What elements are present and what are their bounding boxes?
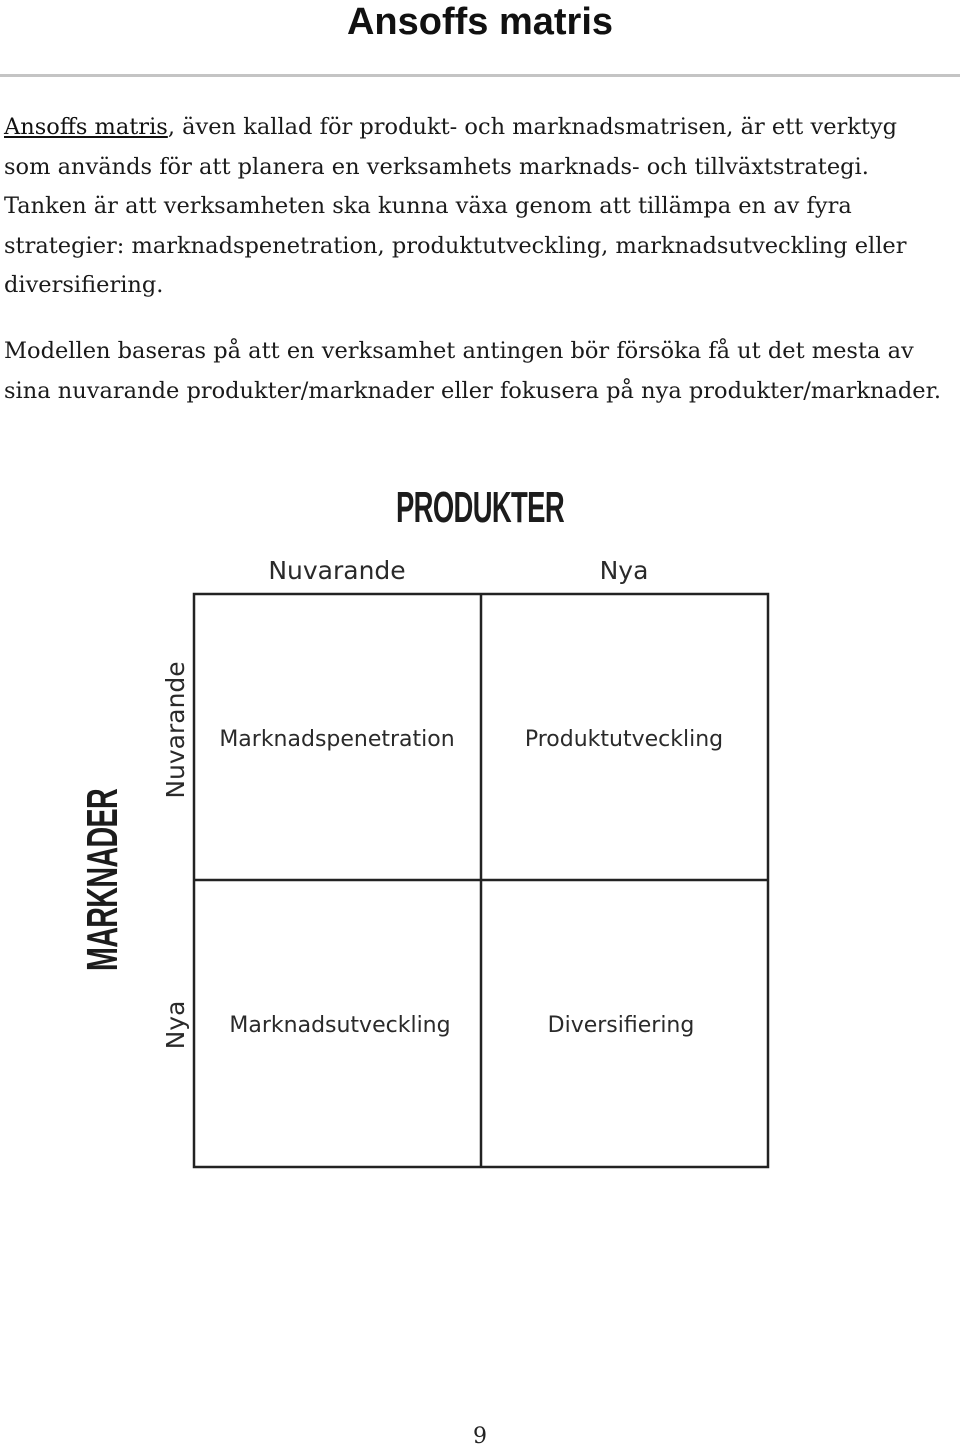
intro-paragraph-text: , även kallad för produkt- och marknadsmatrisen, är ett verktyg som används för att planera en verksamhets marknads- och tillväxtstrategi. Tanken är att verksamheten ska kunna växa genom att tillämpa en av fyra strategier: marknadspenetration, produktutveckling, marknadsutveckling eller diversifiering.	[4, 114, 907, 298]
cell-market-penetration: Marknadspenetration	[219, 727, 455, 752]
cell-product-development: Produktutveckling	[524, 727, 724, 752]
row-label-current: Nuvarande	[161, 661, 190, 799]
page-number: 9	[473, 1424, 487, 1449]
ansoff-link[interactable]: Ansoffs matris	[4, 114, 168, 140]
cell-market-development: Marknadsutveckling	[229, 1013, 451, 1038]
model-paragraph: Modellen baseras på att en verksamhet antingen bör försöka få ut det mesta av sina nuvarande produkter/marknader eller fokusera på nya produkter/marknader.	[4, 338, 942, 404]
matrix-grid	[194, 594, 768, 1167]
ansoff-matrix	[0, 470, 960, 1190]
products-header: PRODUKTER	[396, 483, 565, 532]
markets-header: MARKNADER	[78, 691, 127, 971]
row-label-new: Nya	[161, 1000, 190, 1050]
column-label-new: Nya	[599, 556, 649, 585]
column-label-current: Nuvarande	[268, 556, 406, 585]
intro-paragraph	[4, 108, 944, 306]
title-divider	[0, 74, 960, 77]
cell-diversification: Diversifiering	[547, 1013, 695, 1038]
page-title: Ansoffs matris	[346, 1, 614, 43]
